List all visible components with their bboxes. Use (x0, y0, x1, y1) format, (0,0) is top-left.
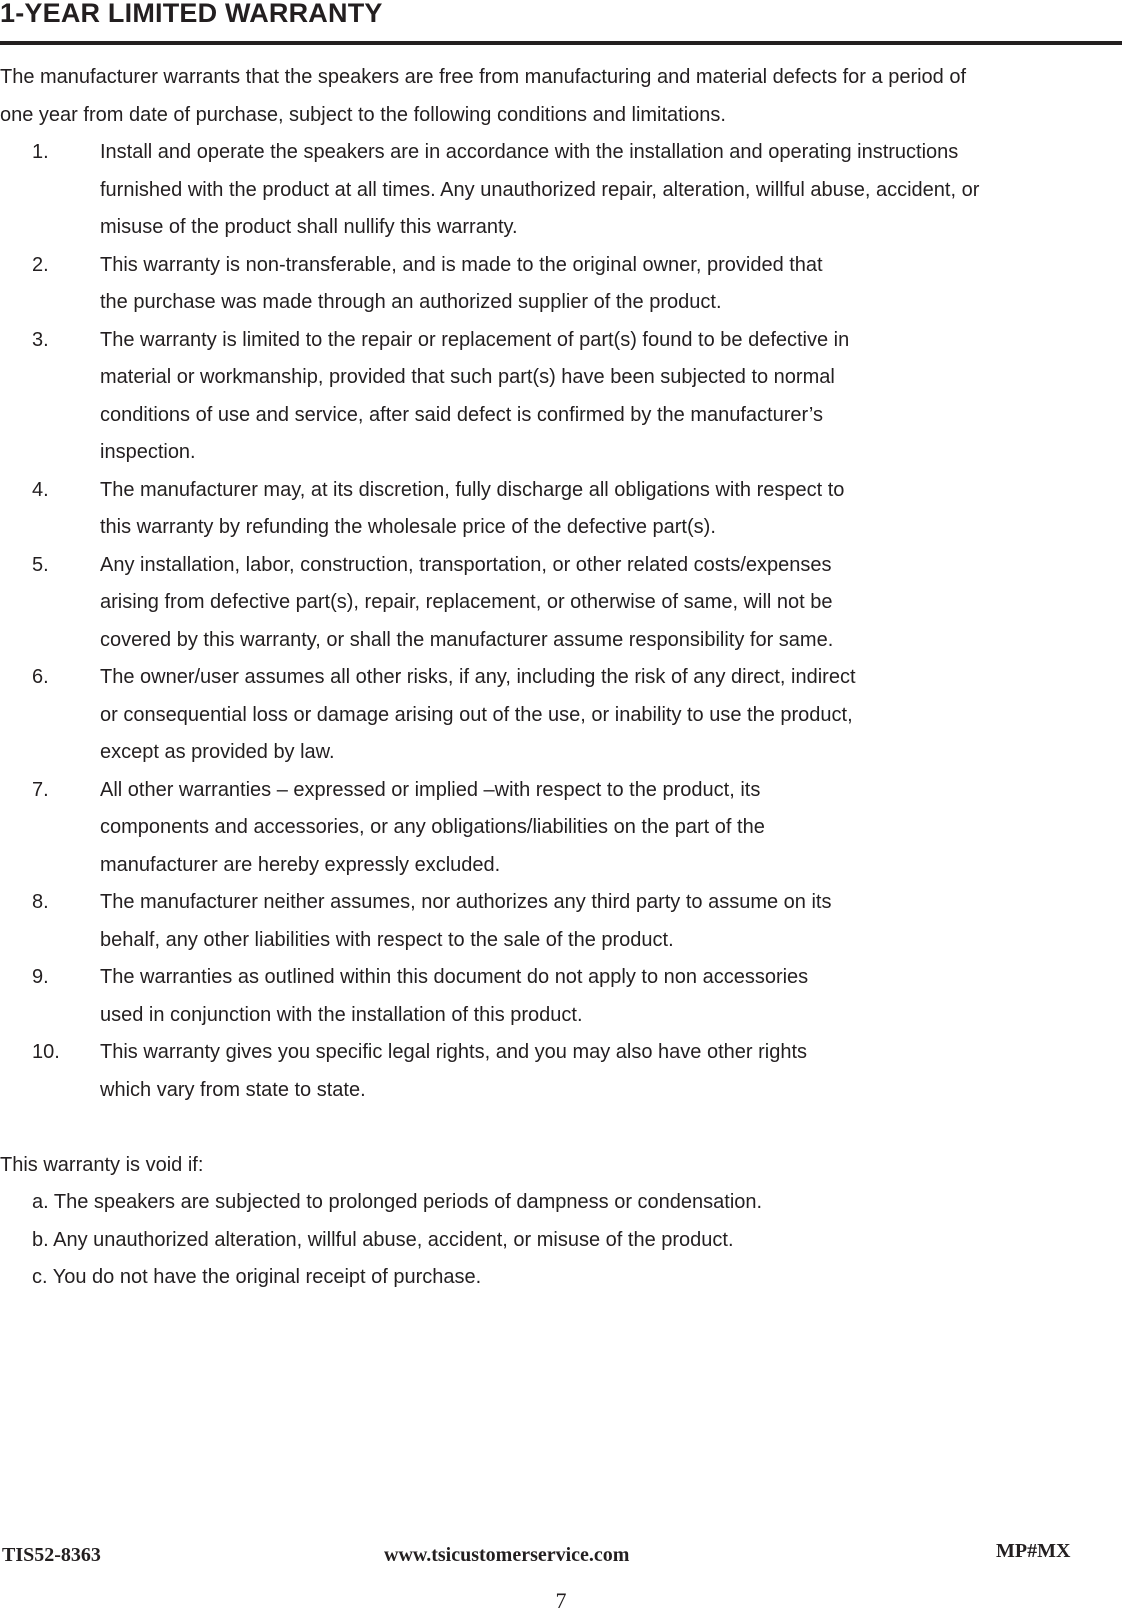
condition-line: The owner/user assumes all other risks, if any, including the risk of any direct, indirect (100, 666, 856, 688)
void-item: b. Any unauthorized alteration, willful abuse, accident, or misuse of the product. (32, 1228, 734, 1251)
condition-line: Any installation, labor, construction, transportation, or other related costs/expenses (100, 553, 832, 576)
condition-line: behalf, any other liabilities with respect to the sale of the product. (100, 928, 674, 951)
condition-number: 8. (32, 891, 49, 913)
condition-number: 3. (32, 328, 49, 351)
condition-item (0, 134, 1118, 247)
condition-line: used in conjunction with the installation of this product. (100, 1003, 583, 1026)
condition-number: 2. (32, 253, 49, 276)
condition-item (0, 659, 1118, 772)
condition-line: This warranty is non-transferable, and is made to the original owner, provided that (100, 253, 823, 276)
footer-code: MP#MX (996, 1540, 1071, 1562)
condition-line: Install and operate the speakers are in accordance with the installation and operating instructions (100, 141, 959, 163)
condition-line: The warranties as outlined within this document do not apply to non accessories (100, 966, 809, 988)
condition-line: misuse of the product shall nullify this warranty. (100, 216, 518, 238)
condition-line: this warranty by refunding the wholesale price of the defective part(s). (100, 516, 716, 538)
void-heading: This warranty is void if: (0, 1153, 204, 1176)
void-item: a. The speakers are subjected to prolonged periods of dampness or condensation. (32, 1191, 763, 1213)
warranty-body (0, 59, 1118, 1297)
condition-item (0, 884, 1118, 959)
condition-number: 4. (32, 478, 49, 501)
condition-line: furnished with the product at all times. Any unauthorized repair, alteration, willful abuse, accident, or (100, 178, 980, 201)
condition-line: The manufacturer neither assumes, nor authorizes any third party to assume on its (100, 891, 832, 913)
condition-line: material or workmanship, provided that such part(s) have been subjected to normal (100, 366, 835, 388)
condition-line: This warranty gives you specific legal rights, and you may also have other rights (100, 1041, 808, 1063)
condition-item (0, 472, 1118, 547)
page-title: 1-YEAR LIMITED WARRANTY (0, 0, 383, 28)
footer-model-number: TIS52-8363 (2, 1544, 101, 1566)
condition-line: arising from defective part(s), repair, replacement, or otherwise of same, will not be (100, 591, 833, 613)
condition-item (0, 1034, 1118, 1109)
condition-line: except as provided by law. (100, 741, 335, 763)
condition-line: components and accessories, or any obligations/liabilities on the part of the (100, 816, 765, 838)
condition-line: manufacturer are hereby expressly excluded. (100, 853, 501, 876)
condition-line: The warranty is limited to the repair or replacement of part(s) found to be defective in (100, 328, 850, 351)
title-divider (0, 41, 1122, 45)
condition-line: the purchase was made through an authorized supplier of the product. (100, 291, 722, 313)
conditions-list (0, 134, 1118, 1109)
condition-line: inspection. (100, 441, 196, 463)
condition-number: 5. (32, 553, 49, 576)
condition-line: conditions of use and service, after said defect is confirmed by the manufacturer’s (100, 403, 823, 426)
condition-number: 10. (32, 1041, 60, 1063)
condition-line: All other warranties – expressed or implied –with respect to the product, its (100, 778, 761, 801)
condition-line: covered by this warranty, or shall the manufacturer assume responsibility for same. (100, 628, 834, 651)
page-number: 7 (555, 1588, 567, 1613)
condition-number: 7. (32, 778, 49, 801)
condition-number: 6. (32, 666, 49, 688)
intro-line: The manufacturer warrants that the speakers are free from manufacturing and material defects for a period of (0, 66, 967, 88)
condition-item (0, 247, 1118, 322)
condition-number: 1. (32, 141, 49, 163)
intro-paragraph (0, 59, 1118, 134)
condition-line: which vary from state to state. (100, 1078, 366, 1101)
footer-website: www.tsicustomerservice.com (384, 1544, 630, 1566)
condition-item (0, 959, 1118, 1034)
condition-item (0, 772, 1118, 885)
condition-line: The manufacturer may, at its discretion, fully discharge all obligations with respect to (100, 478, 845, 501)
condition-item (0, 547, 1118, 660)
void-conditions-list (0, 1184, 1118, 1297)
void-item: c. You do not have the original receipt of purchase. (32, 1266, 482, 1288)
condition-number: 9. (32, 966, 49, 988)
intro-line: one year from date of purchase, subject to the following conditions and limitations. (0, 103, 726, 126)
condition-item (0, 322, 1118, 472)
condition-line: or consequential loss or damage arising out of the use, or inability to use the product, (100, 703, 853, 726)
